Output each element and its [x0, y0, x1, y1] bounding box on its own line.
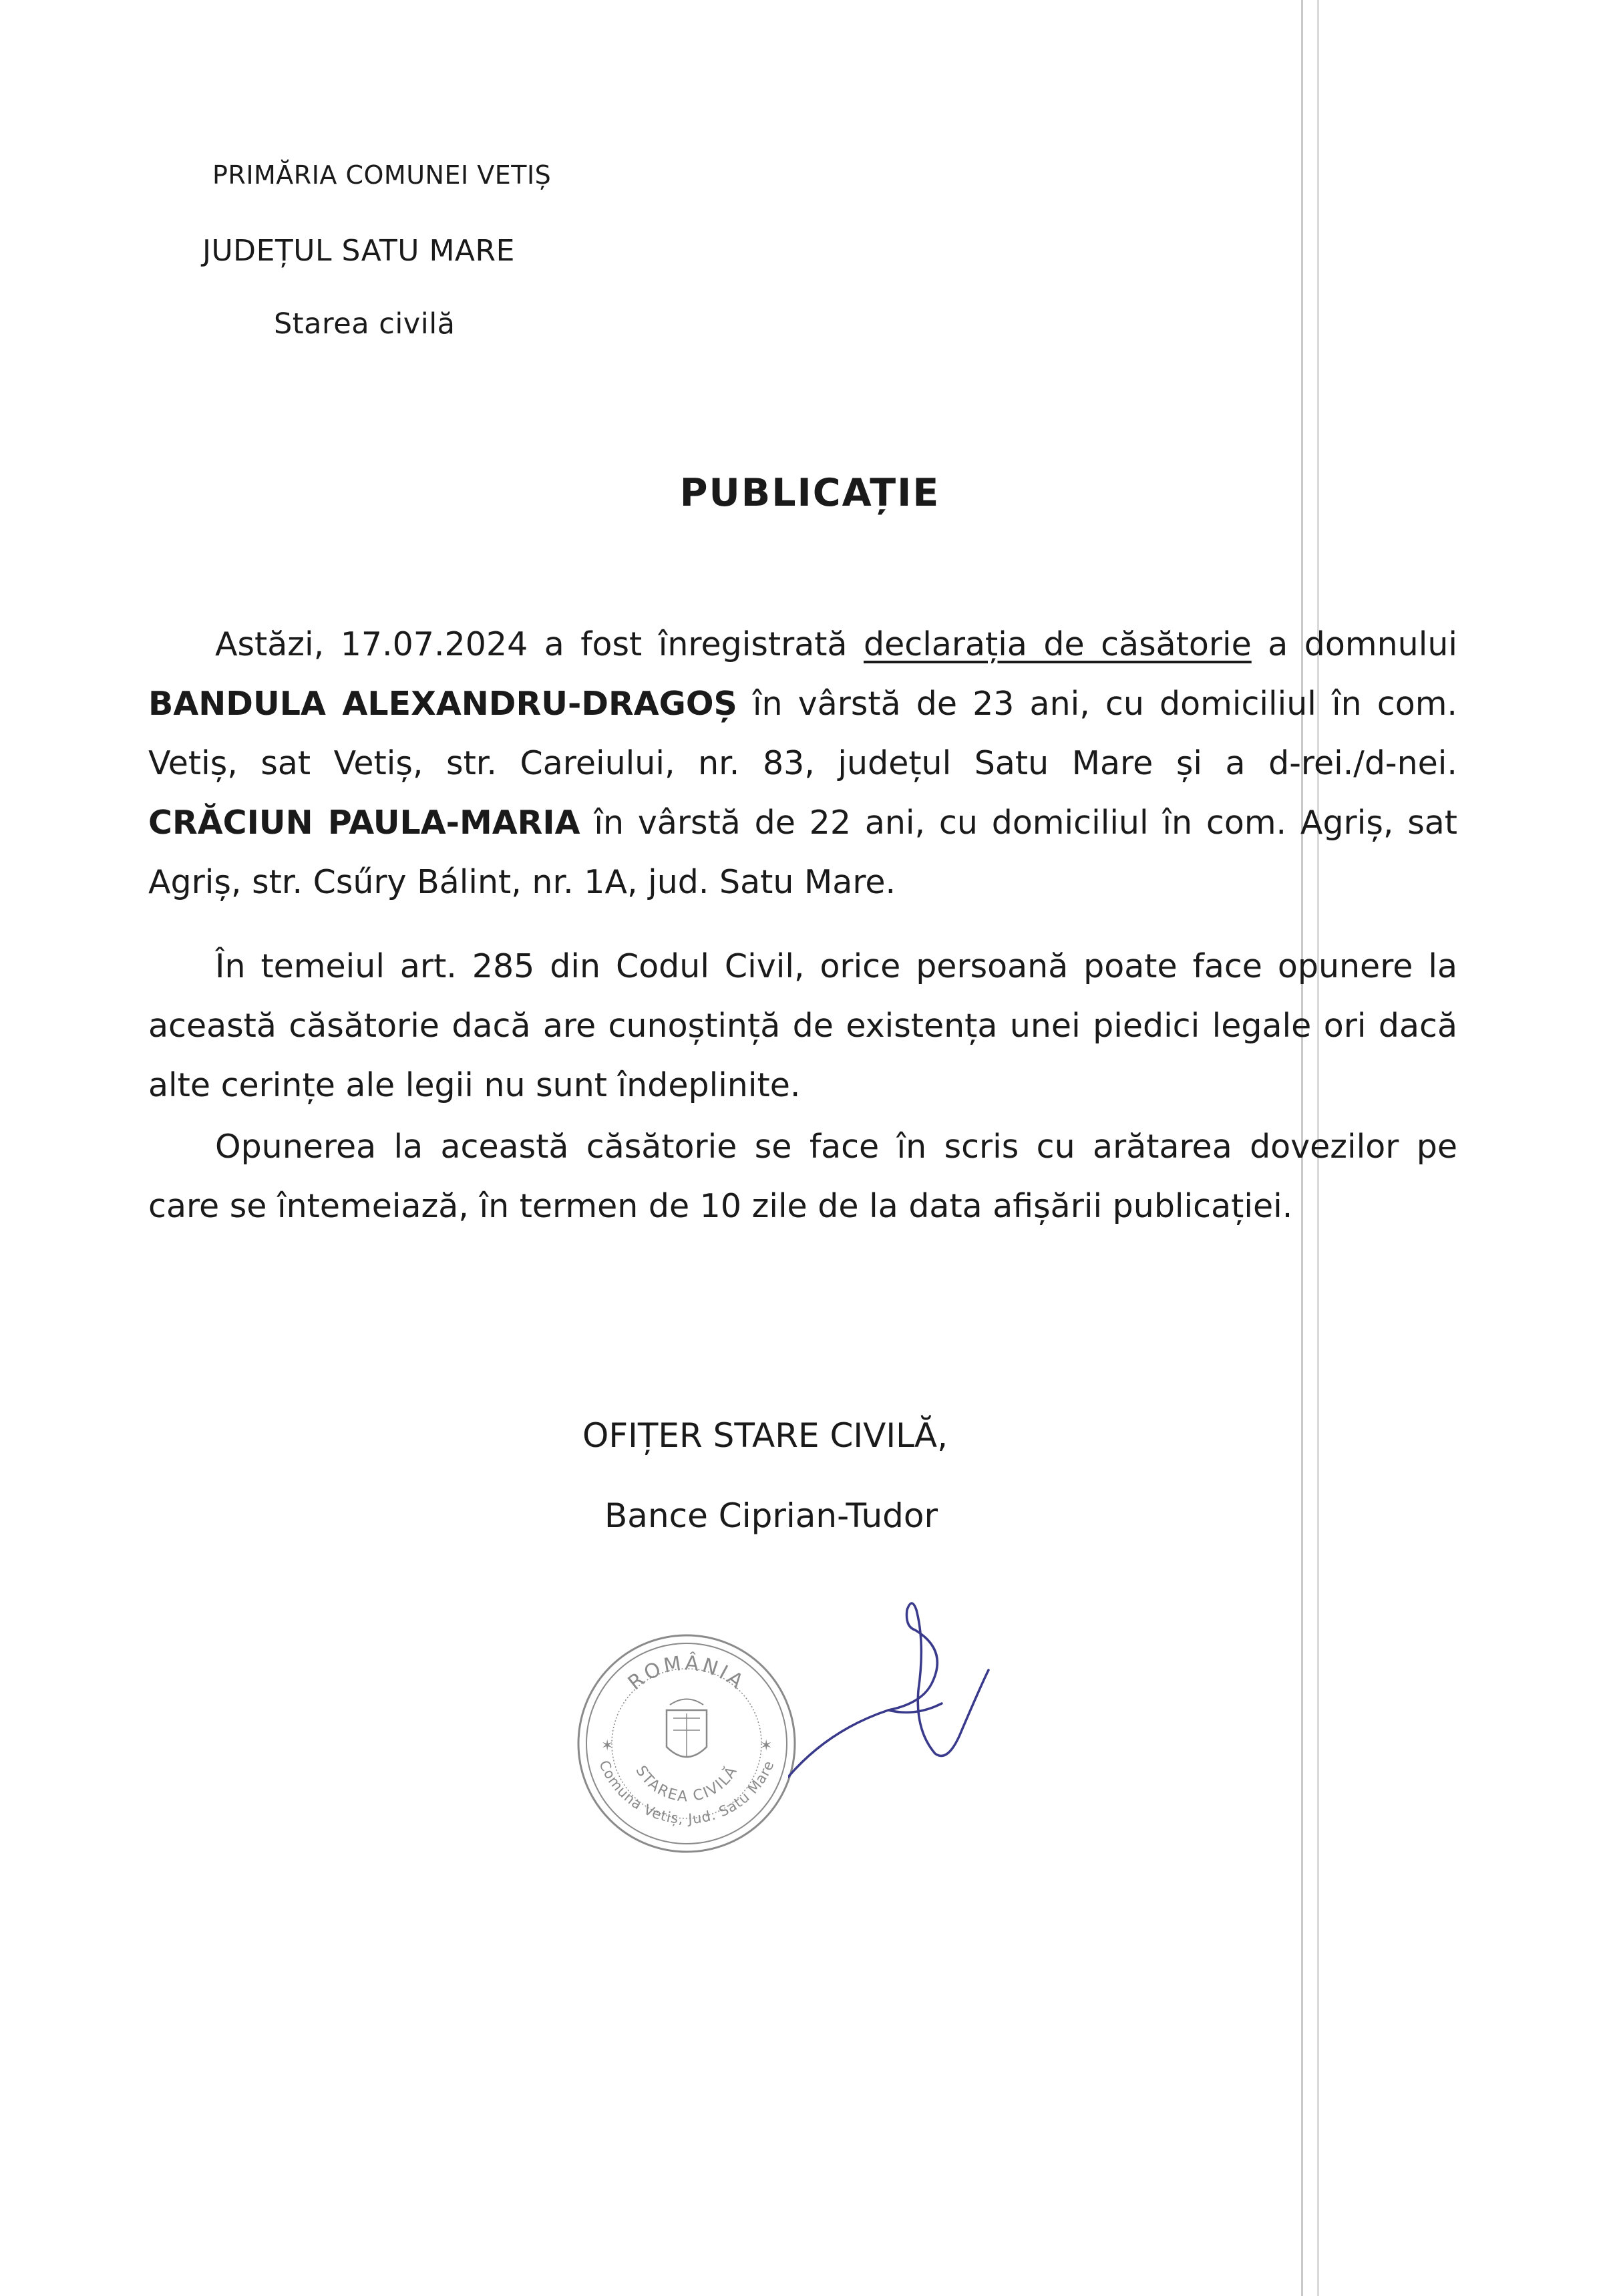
civil-registry-seal: [573, 1630, 800, 1857]
bride-details: în vârstă de 22 ani, cu domiciliul în com. Agriș, sat Agriș, str. Csűry Bálint, nr. 1A, jud. Satu Mare.: [148, 804, 1457, 901]
document-title: [0, 471, 1609, 515]
bride-name: CRĂCIUN PAULA-MARIA: [148, 804, 580, 842]
header-institution: PRIMĂRIA COMUNEI VETIȘ: [212, 160, 552, 190]
groom-details: în vârstă de 23 ani, cu domiciliul în com. Vetiș, sat Vetiș, str. Careiului, nr. 83, județul Satu Mare și a d-rei./d-nei.: [148, 685, 1458, 782]
svg-text:STAREA CIVILĂ: [632, 1762, 741, 1806]
paragraph-opposition: [148, 1117, 1457, 1236]
seal-star-left: ✶: [601, 1738, 614, 1754]
paragraph-declaration: [148, 615, 1457, 912]
seal-middle-text: STAREA CIVILĂ: [632, 1763, 741, 1806]
officer-name: Bance Ciprian-Tudor: [604, 1496, 938, 1535]
header-county: JUDEȚUL SATU MARE: [202, 234, 515, 268]
svg-text:ROMÂNIA: [624, 1651, 749, 1695]
groom-name: BANDULA ALEXANDRU-DRAGOȘ: [148, 685, 737, 723]
p2-text: În temeiul art. 285 din Codul Civil, orice persoană poate face opunere la această căsătorie dacă are cunoștință de existența unei piedici legale ori dacă alte cerințe ale legii nu sunt îndeplinite.: [148, 947, 1457, 1104]
officer-signature: [788, 1597, 1002, 1784]
paragraph-legal-basis: [148, 937, 1457, 1115]
header-department: Starea civilă: [274, 307, 456, 341]
seal-star-right: ✶: [760, 1738, 773, 1754]
officer-role: OFIȚER STARE CIVILĂ,: [582, 1416, 948, 1455]
seal-ring-text: Comuna Vetiș, Jud. Satu Mare: [596, 1758, 777, 1827]
p3-text: Opunerea la această căsătorie se face în scris cu arătarea dovezilor pe care se întemeiază, în termen de 10 zile de la data afișării publicației.: [148, 1128, 1457, 1225]
p1-intro: Astăzi, 17.07.2024 a fost înregistrată: [215, 625, 864, 663]
document-title-text: PUBLICAȚIE: [679, 471, 940, 515]
seal-top-text: ROMÂNIA: [623, 1651, 750, 1695]
p1-after-declaration: a domnului: [1251, 625, 1457, 663]
p1-declaration: declarația de căsătorie: [864, 625, 1252, 663]
